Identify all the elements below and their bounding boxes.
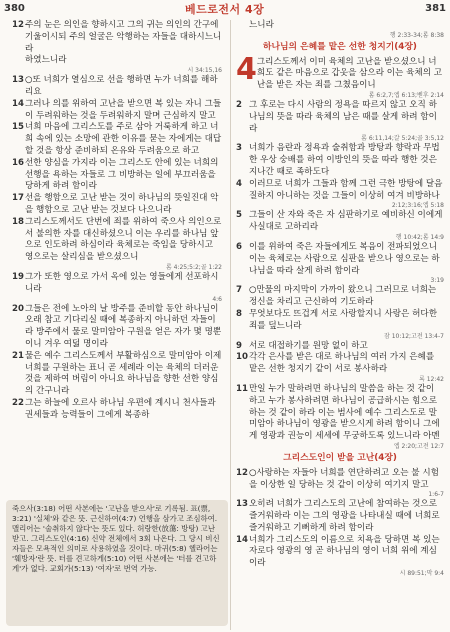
left-column	[12, 20, 222, 422]
verse-text: 물은 예수 그리스도께서 부활하심으로 말미암아 이제 너희를 구원하는 표니 곧 세례라 이는 육체의 더러운 것을 제하여 버림이 아니요 하나님을 향한 선한 양심의 간구니라	[25, 350, 222, 397]
page-header	[0, 0, 450, 18]
cross-reference: 2:12;3:16;엡 5:18	[391, 202, 444, 210]
verse-text: 무엇보다도 뜨겁게 서로 사랑할지니 사랑은 허다한 죄를 덮느니라	[249, 308, 437, 331]
verse	[236, 143, 444, 178]
verse-text: 그리스도께서 이미 육체의 고난을 받으셨으니 너희도 같은 마음으로 갑옷을 삼으라 이는 육체의 고난을 받은 자는 죄를 그쳤음이니	[256, 56, 443, 91]
verse-number: 10	[236, 352, 248, 363]
verse	[12, 398, 222, 422]
verse	[236, 352, 444, 376]
verse-text: 그가 또한 영으로 가서 옥에 있는 영들에게 선포하시니라	[25, 271, 219, 294]
verse-number: 11	[236, 383, 248, 394]
verse-text: ○만물의 마지막이 가까이 왔으니 그러므로 너희는 정신을 차리고 근신하여 기도하라	[249, 285, 437, 308]
verse-number: 15	[12, 122, 24, 133]
cross-reference: 행 2:33-34;롬 8:38	[389, 31, 444, 39]
chapter-start	[236, 51, 444, 92]
book-chapter-title: 베드로전서 4장	[185, 3, 265, 16]
cross-reference: 시 89:51;막 9:4	[399, 570, 444, 578]
cross-reference: 롬 6:11,14;갈 5:24;골 3:5,12	[361, 135, 444, 143]
verse-text: 그리스도께서도 단번에 죄를 위하여 죽으사 의인으로서 불의한 자를 대신하셨으니 이는 우리를 하나님 앞으로 인도하려 하심이라 육체로는 죽임을 당하시고 영으로는 살리심을 받으셨으니	[25, 216, 222, 263]
cross-reference: 엡 2:20;고전 12:7	[393, 442, 444, 450]
verse	[12, 193, 222, 217]
column-divider	[230, 20, 231, 630]
verse-text: 그들은 전에 노아의 날 방주를 준비할 동안 하나님이 오래 참고 기다리실 때에 복종하지 아니하던 자들이라 방주에서 물로 말미암아 구원을 얻은 자가 몇 명뿐이니 겨우 여덟 명이라	[25, 303, 222, 349]
verse-number: 22	[12, 397, 24, 408]
verse-text: 서로 대접하기를 원망 없이 하고	[249, 340, 368, 351]
verse	[236, 179, 444, 203]
right-column	[236, 20, 444, 578]
verse-text: 그러나 의를 위하여 고난을 받으면 복 있는 자니 그들이 두려워하는 것을 두려워하지 말며 근심하지 말고	[25, 98, 222, 121]
section-heading: 그리스도인이 받을 고난(4장)	[283, 452, 397, 463]
verse-text: 너희가 그리스도의 이름으로 치욕을 당하면 복 있는 자로다 영광의 영 곧 하나님의 영이 너희 위에 계심이라	[249, 534, 440, 569]
verse-text: 만일 누가 말하려면 하나님의 말씀을 하는 것 같이 하고 누가 봉사하려면 하나님이 공급하시는 힘으로 하는 것 같이 하라 이는 범사에 예수 그리스도로 말미암아 하나님이 영광을 받으시게 하려 함이니 그에게 영광과 권능이 세세에 무궁하도록 있느니라 아멘	[249, 383, 440, 442]
verse-number: 19	[12, 271, 24, 282]
verse-number: 17	[12, 193, 24, 204]
verse-number: 7	[236, 285, 242, 296]
cross-reference: 잠 10:12;고전 13:4-7	[384, 332, 444, 340]
right-page-number: 381	[425, 3, 446, 14]
chapter-number: 4	[236, 51, 257, 87]
verse-text: 너희가 음란과 정욕과 술취함과 방탕과 향락과 무법한 우상 숭배를 하여 이방인의 뜻을 따라 행한 것은 지나간 때로 족하도다	[249, 143, 440, 177]
verse-continuation: 느니라	[249, 20, 274, 30]
verse	[236, 384, 444, 443]
cross-reference: 시 34:15,16	[187, 67, 222, 75]
verse-text: 선을 행함으로 고난 받는 것이 하나님의 뜻일진대 악을 행함으로 고난 받는 것보다 나으니라	[25, 193, 219, 215]
verse	[12, 272, 222, 296]
cross-reference: 록 12:42	[419, 375, 444, 383]
verse	[236, 285, 444, 309]
verse	[12, 122, 222, 157]
cross-reference: 3:19	[430, 277, 444, 285]
verse	[12, 75, 222, 99]
verse	[236, 468, 444, 492]
cross-reference: 행 10:42;롬 14:9	[395, 233, 444, 241]
verse	[236, 499, 444, 534]
verse-number: 12	[12, 20, 24, 30]
left-page-number: 380	[4, 3, 25, 14]
verse-text: ○또 너희가 열심으로 선을 행하면 누가 너희를 해하리요	[25, 75, 218, 97]
verse-text: ○사랑하는 자들아 너희를 연단하려고 오는 불 시험을 이상한 일 당하는 것 같이 이상히 여기지 말고	[249, 467, 439, 490]
verse	[236, 242, 444, 277]
verse-number: 20	[12, 303, 24, 314]
verse-text: 각각 은사를 받은 대로 하나님의 여러 가지 은혜를 맡은 선한 청지기 같이 서로 봉사하라	[249, 352, 435, 375]
verse-number: 12	[236, 467, 248, 478]
cross-reference: 1:6-7	[428, 491, 444, 499]
verse-number: 14	[236, 534, 248, 545]
verse-text: 오히려 너희가 그리스도의 고난에 참여하는 것으로 즐거워하라 이는 그의 영광을 나타내실 때에 너희로 즐거워하고 기뻐하게 하려 함이라	[249, 499, 440, 533]
verse-number: 13	[236, 499, 248, 510]
verse-number: 4	[236, 178, 242, 189]
verse	[236, 100, 444, 135]
section-heading: 하나님의 은혜를 맡은 선한 청지기(4장)	[263, 41, 417, 52]
verse-text: 그는 하늘에 오르사 하나님 우편에 계시니 천사들과 권세들과 능력들이 그에게 복종하	[25, 397, 216, 420]
cross-reference: 롬 4:25;5:2;골 1:22	[165, 263, 222, 271]
verse-number: 13	[12, 75, 24, 86]
verse	[236, 341, 444, 353]
verse-number: 3	[236, 143, 242, 154]
verse-number: 18	[12, 216, 24, 227]
footnote-text: 죽으사(3:18) 어떤 사본에는 '고난을 받으사'로 기록됨. 표(票, 3:21) '실체'와 같은 뜻. 근신하여(4:7) 언행을 삼가고 조심하여. 맬리어는 '술취하지 않다'는 뜻도 있다. 허랑한(放蕩: 방탕) 고난 받고. 그리스도인(4:16) 신약 전체에서 3회 나온다. 그 당시 비신자들은 모욕적인 의미로 사용하였을 것이다. 마귀(5:8) 헬라어는 '훼방자'란 뜻. 터를 견고하게(5:10) 어떤 사본에는 '터를 견고하게'가 없다. 교회가(5:13) '여자'로 번역 가능.	[12, 504, 220, 573]
verse	[12, 55, 222, 67]
verse-number: 6	[236, 241, 242, 252]
verse	[12, 20, 222, 55]
verse	[12, 99, 222, 123]
verse-text: 선한 양심을 가지라 이는 그리스도 안에 있는 너희의 선행을 욕하는 자들로 그 비방하는 일에 부끄러움을 당하게 하려 함이라	[25, 157, 219, 192]
verse-text: 이러므로 너희가 그들과 함께 그런 극한 방탕에 달음질하지 아니하는 것을 그들이 이상히 여겨 비방하나	[249, 178, 443, 201]
verse	[12, 351, 222, 398]
verse-number: 21	[12, 350, 24, 361]
footnote-box	[6, 500, 228, 626]
verse-text: 이를 위하여 죽은 자들에게도 복음이 전파되었으니 이는 육체로는 사람으로 심판을 받으나 영으로는 하나님을 따라 살게 하려 함이라	[249, 241, 440, 276]
verse	[236, 535, 444, 570]
cross-reference: 4:6	[212, 295, 222, 303]
verse-text: 그들이 산 자와 죽은 자 심판하기로 예비하신 이에게 사실대로 고하리라	[249, 210, 443, 233]
verse-number: 9	[236, 340, 242, 351]
verse-number: 16	[12, 157, 24, 168]
verse	[12, 158, 222, 193]
verse-text: 하였느니라	[25, 55, 67, 66]
verse	[236, 309, 444, 333]
verse-text: 그 후로는 다시 사람의 정욕을 따르지 않고 오직 하나님의 뜻을 따라 육체의 남은 때를 살게 하려 함이라	[249, 99, 437, 134]
verse-number: 14	[12, 98, 24, 109]
verse	[236, 210, 444, 234]
verse-number: 2	[236, 99, 242, 110]
cross-reference: 롬 6:2,7;엡 6:13;벧후 2:14	[368, 91, 444, 99]
verse	[12, 217, 222, 264]
verse-list	[236, 468, 444, 578]
verse-text: 너희 마음에 그리스도를 주로 삼아 거룩하게 하고 너희 속에 있는 소망에 관한 이유를 묻는 자에게는 대답할 것을 항상 준비하되 온유와 두려움으로 하고	[25, 122, 222, 156]
verse-number: 5	[236, 210, 242, 221]
verse-text: 주의 눈은 의인을 향하시고 그의 귀는 의인의 간구에 기울이시되 주의 얼굴은 악행하는 자들을 대하시느니라	[25, 20, 222, 54]
verse-list	[236, 100, 444, 451]
verse-number: 8	[236, 308, 242, 319]
verse	[12, 304, 222, 351]
